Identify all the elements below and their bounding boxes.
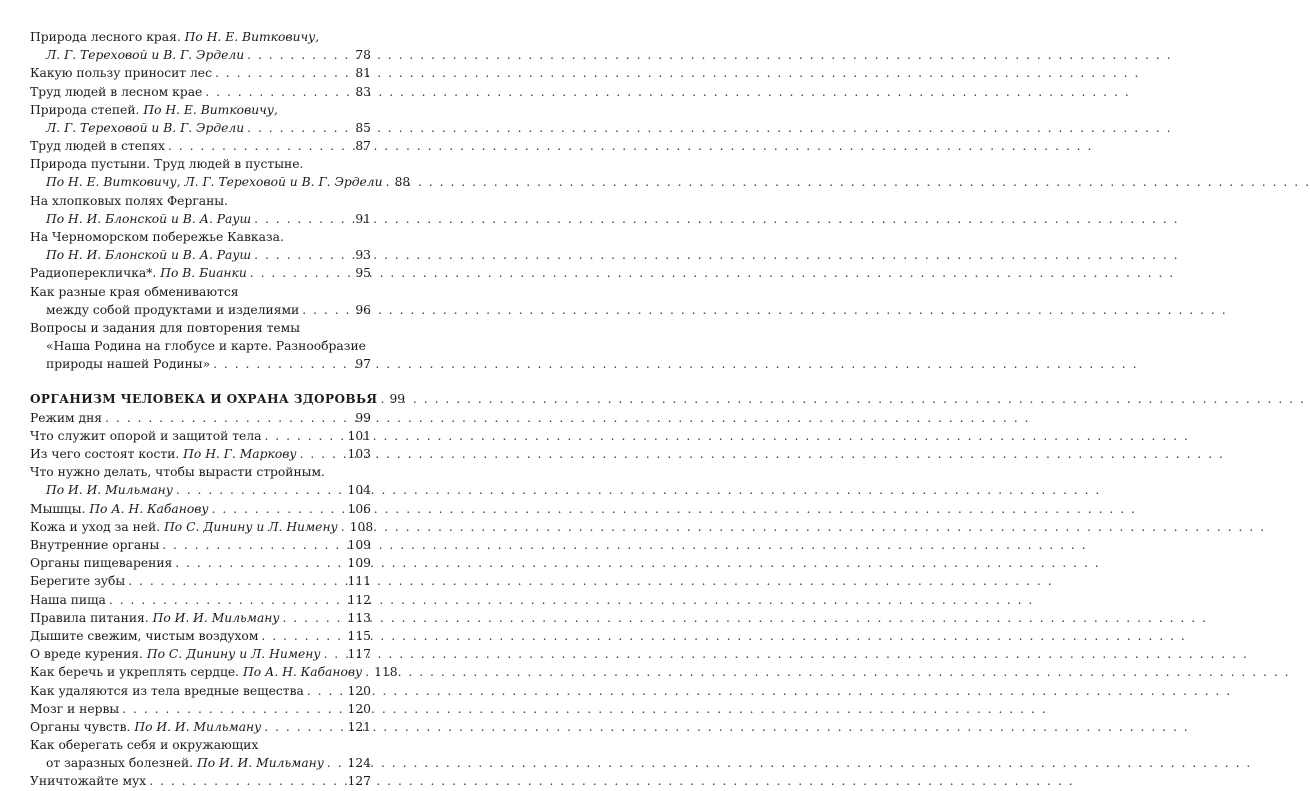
entry-text xyxy=(30,481,173,499)
entry-text xyxy=(30,155,303,173)
entry-text xyxy=(30,83,202,101)
entry-text xyxy=(30,173,383,191)
entry-text xyxy=(30,46,244,64)
entry-text xyxy=(30,682,304,700)
entry-title: Какую пользу приносит лес xyxy=(30,66,212,81)
dot-leader xyxy=(254,210,352,228)
entry-title: Природа степей. xyxy=(30,102,144,117)
entry-title: «Наша Родина на глобусе и карте. Разнообразие xyxy=(46,339,366,354)
entry-author: По Н. Е. Витковичу, xyxy=(184,29,320,44)
dot-leader xyxy=(250,264,353,282)
entry-author: По Н. Г. Маркову xyxy=(183,447,297,462)
entry-author: По И. И. Мильману xyxy=(134,719,262,734)
entry-title: от заразных болезней. xyxy=(46,756,197,771)
page-number: 108 xyxy=(349,519,374,534)
toc-entry xyxy=(30,536,371,554)
page-number: 101 xyxy=(347,428,371,443)
toc-list-bottom xyxy=(30,409,398,791)
entry-title: Режим дня xyxy=(30,410,103,425)
entry-text xyxy=(30,736,258,754)
page-number: 117 xyxy=(347,647,371,662)
page-number: 96 xyxy=(355,302,371,317)
dot-leader xyxy=(323,645,344,663)
entry-title: Внутренние органы xyxy=(30,538,160,553)
entry-text xyxy=(30,518,338,536)
dot-leader xyxy=(247,46,352,64)
entry-author: По Н. И. Блонской и В. А. Рауш xyxy=(46,211,252,226)
page-number: 120 xyxy=(347,683,371,698)
toc-entry xyxy=(30,518,374,536)
dot-leader xyxy=(264,427,344,445)
entry-text xyxy=(30,536,159,554)
toc-entry xyxy=(30,28,371,46)
dot-leader xyxy=(109,591,345,609)
toc-entry xyxy=(30,137,371,155)
toc-entry xyxy=(30,228,371,246)
page-number: 127 xyxy=(347,774,371,789)
page-number: 81 xyxy=(355,66,371,81)
entry-text xyxy=(30,754,324,772)
entry-title: природы нашей Родины» xyxy=(46,357,211,372)
toc-entry xyxy=(30,83,371,101)
dot-leader xyxy=(149,772,344,790)
toc-list-top xyxy=(30,28,411,374)
toc-entry xyxy=(30,773,371,791)
toc-entry xyxy=(30,46,371,64)
entry-title: Из чего состоят кости. xyxy=(30,447,184,462)
page-number: 88 xyxy=(394,175,411,190)
dot-leader xyxy=(380,390,386,408)
toc-entry xyxy=(30,246,371,264)
entry-title: Органы чувств. xyxy=(30,719,135,734)
toc-entry xyxy=(30,337,371,355)
toc-entry xyxy=(30,572,371,590)
toc-section-heading xyxy=(30,390,406,408)
dot-leader xyxy=(168,137,352,155)
entry-title: Кожа и уход за ней. xyxy=(30,519,165,534)
toc-entry xyxy=(30,210,371,228)
page-number: 124 xyxy=(347,756,371,771)
toc-entry xyxy=(30,155,371,173)
section-title: ОРГАНИЗМ ЧЕЛОВЕКА И ОХРАНА ЗДОРОВЬЯ xyxy=(30,391,378,406)
entry-author: По В. Бианки xyxy=(160,266,247,281)
entry-author: По Н. Е. Витковичу, Л. Г. Тереховой и В. Г. Эрдели xyxy=(46,175,383,190)
entry-title: Труд людей в степях xyxy=(30,139,165,154)
page-number: 112 xyxy=(347,592,371,607)
table-of-contents xyxy=(30,28,411,791)
entry-text xyxy=(30,427,261,445)
entry-author: По С. Динину и Л. Нимену xyxy=(146,647,321,662)
entry-text xyxy=(30,554,172,572)
entry-text xyxy=(30,500,209,518)
toc-entry xyxy=(30,591,371,609)
dot-leader xyxy=(307,682,345,700)
entry-title: Мышцы. xyxy=(30,501,90,516)
toc-entry xyxy=(30,264,371,282)
toc-entry xyxy=(30,754,371,772)
entry-text xyxy=(30,228,284,246)
page-number: 121 xyxy=(347,719,371,734)
entry-text xyxy=(30,609,280,627)
page-number: 95 xyxy=(355,266,371,281)
toc-entry xyxy=(30,463,371,481)
page-number: 104 xyxy=(347,483,371,498)
entry-title: Как разные края обмениваются xyxy=(30,284,239,299)
entry-title: Органы пищеварения xyxy=(30,556,173,571)
toc-entry xyxy=(30,482,371,500)
toc-entry xyxy=(30,627,371,645)
dot-leader xyxy=(162,536,344,554)
entry-text xyxy=(30,192,228,210)
toc-entry xyxy=(30,409,371,427)
dot-leader xyxy=(175,554,344,572)
dot-leader xyxy=(212,500,345,518)
page-number: 93 xyxy=(355,248,371,263)
entry-text xyxy=(30,463,325,481)
page-number: 111 xyxy=(347,574,371,589)
page-number: 78 xyxy=(355,48,371,63)
toc-entry xyxy=(30,174,411,192)
dot-leader xyxy=(261,627,344,645)
toc-entry xyxy=(30,645,371,663)
entry-title: Мозг и нервы xyxy=(30,701,120,716)
dot-leader xyxy=(302,301,352,319)
page-number: 85 xyxy=(355,120,371,135)
toc-entry xyxy=(30,682,371,700)
dot-leader xyxy=(128,572,344,590)
entry-author: Л. Г. Тереховой и В. Г. Эрдели xyxy=(46,120,245,135)
toc-entry xyxy=(30,64,371,82)
entry-text xyxy=(30,700,119,718)
entry-author: По И. И. Мильману xyxy=(196,756,324,771)
dot-leader xyxy=(327,754,345,772)
entry-title: между собой продуктами и изделиями xyxy=(46,302,300,317)
toc-entry xyxy=(30,427,371,445)
entry-text xyxy=(30,645,320,663)
toc-entry xyxy=(30,283,371,301)
dot-leader xyxy=(300,445,345,463)
entry-text xyxy=(30,663,362,681)
entry-author: По Н. И. Блонской и В. А. Рауш xyxy=(46,248,252,263)
entry-title: Труд людей в лесном крае xyxy=(30,84,203,99)
page-number: 103 xyxy=(347,447,371,462)
toc-entry xyxy=(30,718,371,736)
entry-text xyxy=(30,409,102,427)
page-number: 87 xyxy=(355,139,371,154)
entry-title: Природа лесного края. xyxy=(30,29,185,44)
entry-title: Как беречь и укреплять сердце. xyxy=(30,665,243,680)
entry-text xyxy=(30,445,297,463)
page-number: 109 xyxy=(347,556,371,571)
toc-entry xyxy=(30,301,371,319)
page-number: 97 xyxy=(355,357,371,372)
toc-entry xyxy=(30,700,371,718)
entry-title: Правила питания. xyxy=(30,610,153,625)
toc-entry xyxy=(30,101,371,119)
dot-leader xyxy=(215,64,352,82)
entry-text xyxy=(30,101,278,119)
entry-title: Что служит опорой и защитой тела xyxy=(30,428,262,443)
entry-text xyxy=(30,772,146,790)
entry-author: По С. Динину и Л. Нимену xyxy=(164,519,338,534)
entry-text xyxy=(30,355,210,373)
entry-title: Наша пища xyxy=(30,592,106,607)
entry-author: По А. Н. Кабанову xyxy=(89,501,209,516)
entry-title: Что нужно делать, чтобы вырасти стройным. xyxy=(30,465,325,480)
entry-author: По Н. Е. Витковичу, xyxy=(143,102,278,117)
page-number: 109 xyxy=(347,538,371,553)
dot-leader xyxy=(247,119,352,137)
dot-leader xyxy=(365,663,371,681)
entry-title: Вопросы и задания для повторения темы xyxy=(30,320,301,335)
page-number: 91 xyxy=(355,211,371,226)
page-number: 115 xyxy=(347,628,371,643)
entry-title: Как оберегать себя и окружающих xyxy=(30,738,259,753)
page-number: 83 xyxy=(355,84,371,99)
entry-title: Радиоперекличка*. xyxy=(30,266,161,281)
entry-title: На хлопковых полях Ферганы. xyxy=(30,193,228,208)
entry-title: О вреде курения. xyxy=(30,647,147,662)
page-number: 120 xyxy=(347,701,371,716)
entry-text xyxy=(30,627,258,645)
toc-entry xyxy=(30,500,371,518)
page-number: 99 xyxy=(355,410,371,425)
dot-leader xyxy=(283,609,345,627)
toc-entry xyxy=(30,192,371,210)
entry-title: Дышите свежим, чистым воздухом xyxy=(30,628,259,643)
entry-text xyxy=(30,301,299,319)
entry-title: Как удаляются из тела вредные вещества xyxy=(30,683,304,698)
toc-entry xyxy=(30,319,371,337)
entry-text xyxy=(30,591,106,609)
dot-leader xyxy=(176,481,345,499)
toc-entry xyxy=(30,355,371,373)
dot-leader xyxy=(254,246,352,264)
toc-page xyxy=(0,0,411,789)
entry-title: Берегите зубы xyxy=(30,574,126,589)
page-number: 106 xyxy=(347,501,371,516)
dot-leader xyxy=(213,355,352,373)
entry-title: Уничтожайте мух xyxy=(30,774,147,789)
entry-text xyxy=(30,572,125,590)
entry-text xyxy=(30,119,244,137)
entry-text xyxy=(30,210,251,228)
dot-leader xyxy=(205,83,352,101)
toc-entry xyxy=(30,663,398,681)
toc-entry xyxy=(30,736,371,754)
entry-text xyxy=(30,246,251,264)
toc-entry xyxy=(30,554,371,572)
entry-text xyxy=(30,264,247,282)
entry-text xyxy=(30,337,366,355)
entry-author: Л. Г. Тереховой и В. Г. Эрдели xyxy=(46,48,245,63)
dot-leader xyxy=(341,518,347,536)
entry-text xyxy=(30,28,319,46)
entry-text xyxy=(30,64,212,82)
toc-entry xyxy=(30,445,371,463)
toc-entry xyxy=(30,609,371,627)
entry-title: На Черноморском побережье Кавказа. xyxy=(30,230,284,245)
entry-text xyxy=(30,718,261,736)
entry-text xyxy=(30,137,165,155)
entry-text xyxy=(30,319,300,337)
dot-leader xyxy=(264,718,344,736)
page-number: 118 xyxy=(374,665,398,680)
section-page-number: 99 xyxy=(389,391,406,406)
entry-author: По И. И. Мильману xyxy=(46,483,173,498)
page-number: 113 xyxy=(347,610,371,625)
entry-title: Природа пустыни. Труд людей в пустыне. xyxy=(30,157,304,172)
toc-entry xyxy=(30,119,371,137)
dot-leader xyxy=(105,409,352,427)
dot-leader xyxy=(386,173,392,191)
entry-author: По И. И. Мильману xyxy=(152,610,280,625)
dot-leader xyxy=(122,700,344,718)
entry-text xyxy=(30,283,239,301)
entry-author: По А. Н. Кабанову xyxy=(242,665,363,680)
